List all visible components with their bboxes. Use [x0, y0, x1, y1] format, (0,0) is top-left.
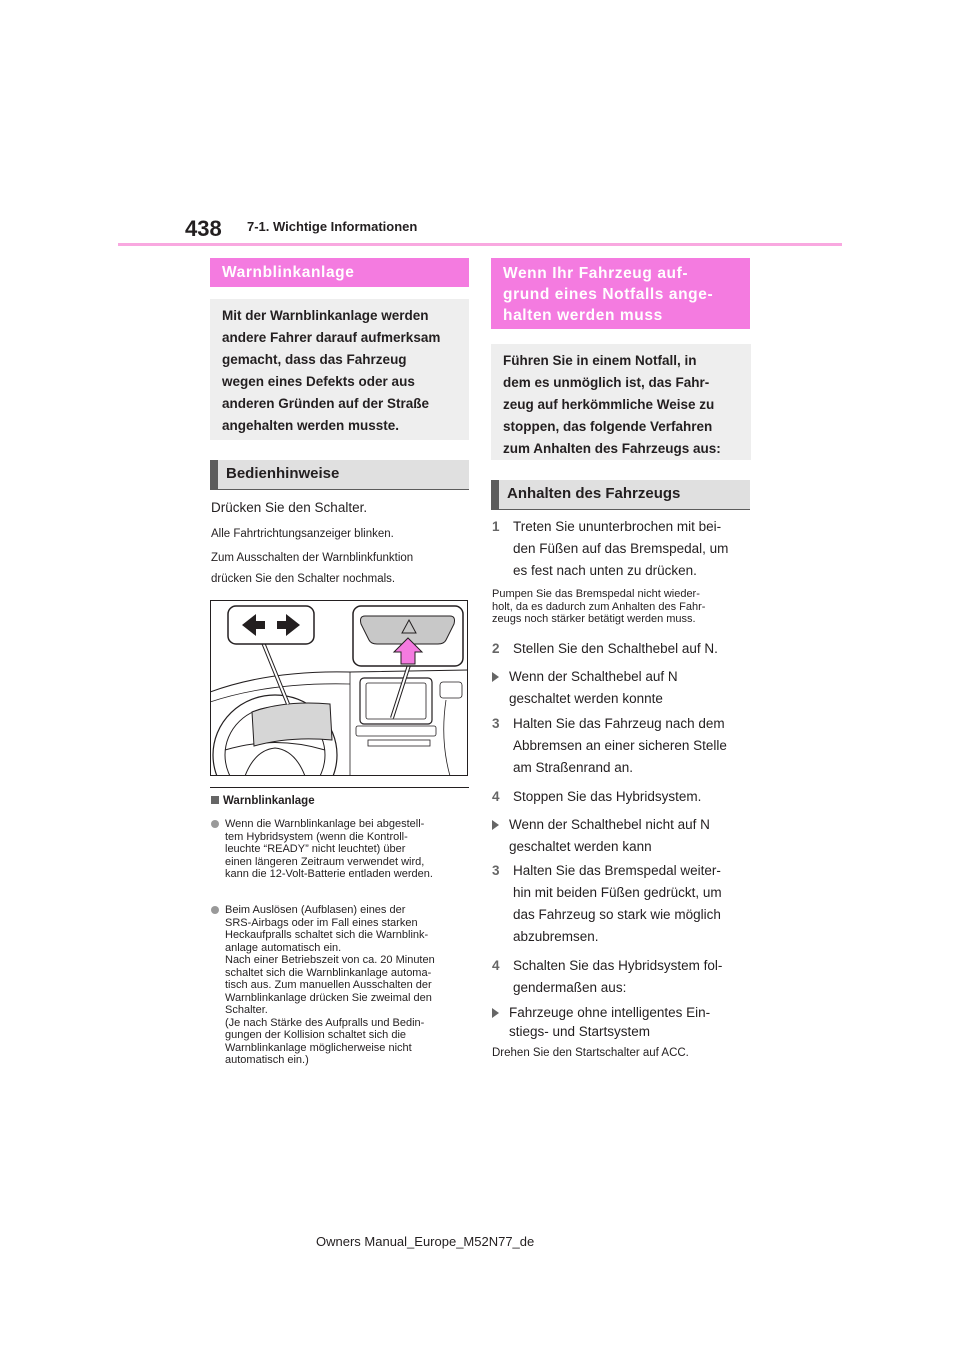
intro-line: gemacht, dass das Fahrzeug	[222, 352, 407, 367]
bullet-line: Nach einer Betriebszeit von ca. 20 Minuten	[225, 954, 435, 966]
bullet-line: einen längeren Zeitraum verwendet wird,	[225, 855, 425, 868]
bullet-line: Warnblinkanlage möglicherweise nicht	[225, 1041, 412, 1054]
intro-line: zum Anhalten des Fahrzeugs aus:	[503, 441, 721, 456]
intro-line: anderen Gründen auf der Straße	[222, 396, 430, 411]
step-line: das Fahrzeug so stark wie möglich	[513, 907, 721, 922]
intro-box-emergency	[491, 344, 751, 460]
condition-line: stiegs- und Startsystem	[509, 1024, 651, 1039]
square-bullet-icon	[211, 796, 219, 804]
subheading-stopping	[491, 480, 750, 510]
intro-box-hazard	[210, 299, 469, 440]
step-line: gendermaßen aus:	[513, 980, 627, 995]
bullet-line: Warnblinkanlage drücken Sie zweimal den	[225, 991, 432, 1004]
step-number: 3	[492, 863, 500, 878]
intro-line: Führen Sie in einem Notfall, in	[503, 353, 697, 368]
intro-line: angehalten werden musste.	[222, 418, 400, 433]
bullet-line: Schalter.	[225, 1004, 268, 1016]
header-divider	[118, 243, 842, 246]
triangle-bullet-icon	[492, 820, 499, 830]
final-note: Drehen Sie den Startschalter auf ACC.	[492, 1047, 689, 1059]
condition-line: geschaltet werden konnte	[509, 691, 663, 706]
step-2	[492, 638, 752, 660]
step-line: Stoppen Sie das Hybridsystem.	[513, 789, 702, 804]
intro-line: wegen eines Defekts oder aus	[222, 374, 415, 389]
bullet-line: gungen der Kollision schaltet sich die	[225, 1029, 407, 1041]
bullet-airbag	[211, 904, 471, 1067]
condition-line: Wenn der Schalthebel nicht auf N	[509, 817, 710, 832]
step-number: 4	[492, 958, 500, 973]
step-line: hin mit beiden Füßen gedrückt, um	[513, 885, 722, 900]
intro-line: andere Fahrer darauf aufmerksam	[222, 330, 441, 345]
intro-line: Mit der Warnblinkanlage werden	[222, 308, 429, 323]
condition-1	[492, 666, 752, 710]
condition-line: Fahrzeuge ohne intelligentes Ein-	[509, 1005, 711, 1020]
intro-line: stoppen, das folgende Verfahren	[503, 419, 713, 434]
bullet-line: anlage automatisch ein.	[225, 941, 342, 954]
info-heading-text: Warnblinkanlage	[223, 795, 315, 807]
condition-line: geschaltet werden kann	[509, 839, 652, 854]
info-heading	[211, 794, 315, 809]
condition-3	[492, 1003, 752, 1041]
intro-line: zeug auf herkömmliche Weise zu	[503, 397, 715, 412]
bullet-line: Heckaufpralls schaltet sich die Warnblink-	[225, 929, 429, 941]
bullet-line: schaltet sich die Warnblinkanlage automa-	[225, 966, 432, 979]
step-line: abzubremsen.	[513, 929, 599, 944]
note-line: zeugs noch stärker betätigt werden muss.	[492, 613, 696, 625]
subheading-text: Anhalten des Fahrzeugs	[507, 485, 681, 502]
bullet-line: Beim Auslösen (Aufblasen) eines der	[225, 904, 406, 916]
note-line: Pumpen Sie das Bremspedal nicht wieder-	[492, 588, 700, 600]
subheading-operation	[210, 460, 469, 490]
step-number: 3	[492, 716, 500, 731]
page-number: 438	[185, 216, 222, 241]
triangle-bullet-icon	[492, 672, 499, 682]
intro-line: dem es unmöglich ist, das Fahr-	[503, 375, 710, 390]
step-line: Stellen Sie den Schalthebel auf N.	[513, 641, 718, 656]
bullet-line: Wenn die Warnblinkanlage bei abgestell-	[225, 818, 425, 830]
step-line: Halten Sie das Bremspedal weiter-	[513, 863, 721, 878]
step-number: 4	[492, 789, 500, 804]
step-1-note	[492, 588, 752, 626]
section-title-hazard	[210, 258, 469, 287]
note-line: Zum Ausschalten der Warnblinkfunktion	[211, 552, 414, 564]
step-number: 2	[492, 641, 500, 656]
note-line: holt, da es dadurch zum Anhalten des Fahr-	[492, 600, 706, 613]
bullet-battery	[211, 818, 471, 881]
step-line: Treten Sie ununterbrochen mit bei-	[513, 519, 722, 534]
bullet-line: automatisch ein.)	[225, 1054, 309, 1066]
bullet-line: tisch aus. Zum manuellen Ausschalten der	[225, 979, 432, 991]
section-title-line: Wenn Ihr Fahrzeug auf-	[503, 265, 689, 282]
bullet-line: leuchte “READY” nicht leuchtet) über	[225, 843, 406, 855]
step-line: am Straßenrand an.	[513, 760, 634, 775]
dashboard-illustration	[210, 600, 468, 776]
bullet-line: SRS-Airbags oder im Fall eines starken	[225, 916, 418, 929]
note-line: Alle Fahrtrichtungsanzeiger blinken.	[211, 528, 394, 540]
step-number: 1	[492, 519, 500, 534]
step-line: den Füßen auf das Bremspedal, um	[513, 541, 729, 556]
step-4a	[492, 786, 752, 808]
step-line: Schalten Sie das Hybridsystem fol-	[513, 958, 723, 973]
bullet-line: (Je nach Stärke des Aufpralls und Bedin-	[225, 1016, 425, 1029]
bullet-dot-icon	[211, 906, 219, 914]
bullet-dot-icon	[211, 820, 219, 828]
section-title-text: Warnblinkanlage	[222, 264, 355, 281]
instruction-notes	[211, 523, 413, 590]
step-3a	[492, 713, 752, 779]
step-3b	[492, 860, 752, 948]
step-line: es fest nach unten zu drücken.	[513, 563, 697, 578]
section-title-line: halten werden muss	[503, 307, 663, 324]
step-1	[492, 516, 752, 582]
subheading-text: Bedienhinweise	[226, 465, 340, 482]
triangle-bullet-icon	[492, 1008, 499, 1018]
bullet-line: tem Hybridsystem (wenn die Kontroll-	[225, 830, 408, 843]
bullet-line: kann die 12-Volt-Batterie entladen werden.	[225, 868, 433, 880]
section-title-line: grund eines Notfalls ange-	[503, 286, 714, 303]
note-line: drücken Sie den Schalter nochmals.	[211, 573, 396, 585]
step-4b	[492, 955, 752, 999]
condition-2	[492, 814, 752, 858]
footer-doc-id: Owners Manual_Europe_M52N77_de	[316, 1234, 535, 1249]
step-line: Halten Sie das Fahrzeug nach dem	[513, 716, 725, 731]
section-divider	[210, 787, 469, 788]
condition-line: Wenn der Schalthebel auf N	[509, 669, 678, 684]
instruction-text: Drücken Sie den Schalter.	[211, 500, 368, 515]
step-line: Abbremsen an einer sicheren Stelle	[513, 738, 727, 753]
section-title-emergency	[491, 258, 750, 329]
chapter-title: 7-1. Wichtige Informationen	[247, 219, 418, 234]
